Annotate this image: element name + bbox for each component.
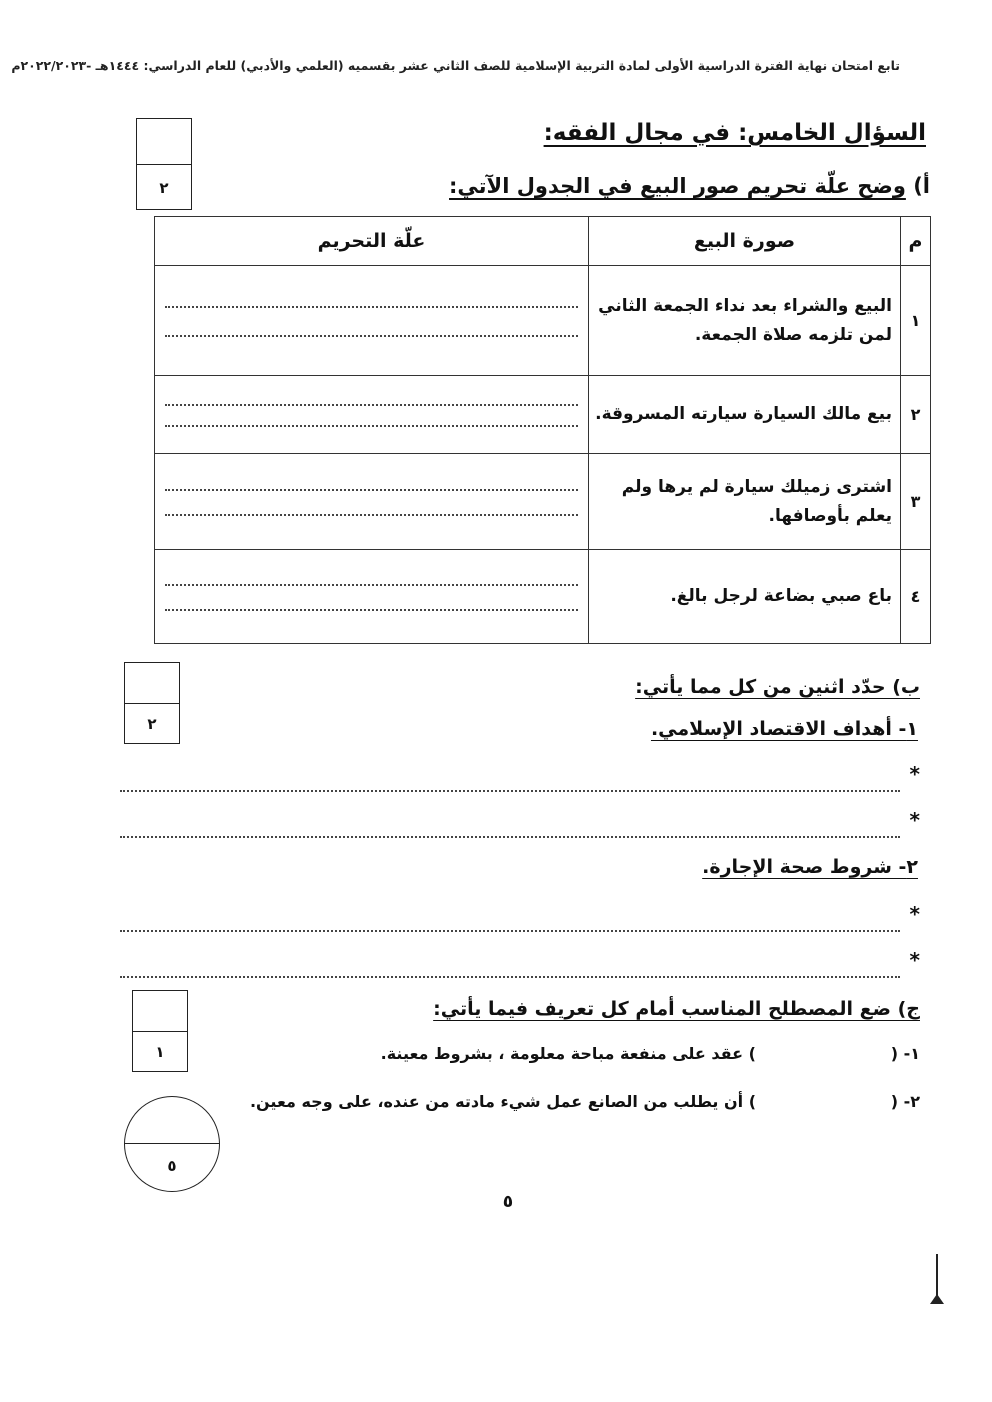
row-number: ٤ xyxy=(901,550,931,644)
table-row xyxy=(155,376,931,454)
definition-text: ) عقد على منفعة مباحة معلومة ، بشروط معينة. xyxy=(380,1044,756,1063)
answer-line[interactable]: * xyxy=(120,816,920,840)
part-b-prompt: ب) حدّد اثنين من كل مما يأتي: xyxy=(635,676,920,698)
part-b-item2: ٢- شروط صحة الإجارة. xyxy=(702,856,918,878)
sale-image-text: اشترى زميلك سيارة لم يرها ولم يعلم بأوصافها. xyxy=(589,454,901,550)
table-row xyxy=(155,454,931,550)
score-box-part-a xyxy=(136,118,192,210)
total-score-circle xyxy=(124,1096,220,1192)
row-number: ٣ xyxy=(901,454,931,550)
row-number: ٢ xyxy=(901,376,931,454)
sale-image-text: باع صبي بضاعة لرجل بالغ. xyxy=(589,550,901,644)
part-b-item1: ١- أهداف الاقتصاد الإسلامي. xyxy=(650,718,918,740)
answer-field[interactable] xyxy=(155,266,589,376)
score-value: ١ xyxy=(155,1043,165,1061)
definition-number: ٢- ( xyxy=(890,1092,920,1111)
answer-field[interactable] xyxy=(155,376,589,454)
page-number: ٥ xyxy=(502,1192,514,1212)
score-value: ٢ xyxy=(147,715,157,733)
answer-line[interactable]: * xyxy=(120,956,920,980)
section-title: السؤال الخامس: في مجال الفقه: xyxy=(543,120,926,146)
sale-forms-table xyxy=(154,216,931,644)
part-a-prompt: أ) وضح علّة تحريم صور البيع في الجدول الآتي: xyxy=(449,174,930,198)
table-header-row xyxy=(155,217,931,266)
answer-line[interactable]: * xyxy=(120,770,920,794)
table-row xyxy=(155,550,931,644)
header-sale-image: صورة البيع xyxy=(589,217,901,266)
score-box-part-c xyxy=(132,990,188,1072)
header-reason: علّة التحريم xyxy=(155,217,589,266)
row-number: ١ xyxy=(901,266,931,376)
definition-number: ١- ( xyxy=(890,1044,920,1063)
answer-field[interactable] xyxy=(155,550,589,644)
header-num: م xyxy=(901,217,931,266)
total-score-value: ٥ xyxy=(167,1157,177,1175)
answer-field[interactable] xyxy=(155,454,589,550)
sale-image-text: البيع والشراء بعد نداء الجمعة الثاني لمن تلزمه صلاة الجمعة. xyxy=(589,266,901,376)
part-c-prompt: ج) ضع المصطلح المناسب أمام كل تعريف فيما يأتي: xyxy=(433,998,920,1020)
score-value: ٢ xyxy=(159,178,169,197)
score-box-part-b xyxy=(124,662,180,744)
sale-image-text: بيع مالك السيارة سيارته المسروقة. xyxy=(589,376,901,454)
table-row xyxy=(155,266,931,376)
definition-text: ) أن يطلب من الصانع عمل شيء مادته من عنده، على وجه معين. xyxy=(249,1092,756,1111)
exam-header: تابع امتحان نهاية الفترة الدراسية الأولى لمادة التربية الإسلامية للصف الثاني عشر بقسميه (العلمي والأدبي) للعام الدراسي: ١٤٤٤هـ -٢٠٢٢/٢٠٢٣م xyxy=(11,58,900,73)
corner-mark-icon xyxy=(928,1254,946,1306)
answer-line[interactable]: * xyxy=(120,910,920,934)
